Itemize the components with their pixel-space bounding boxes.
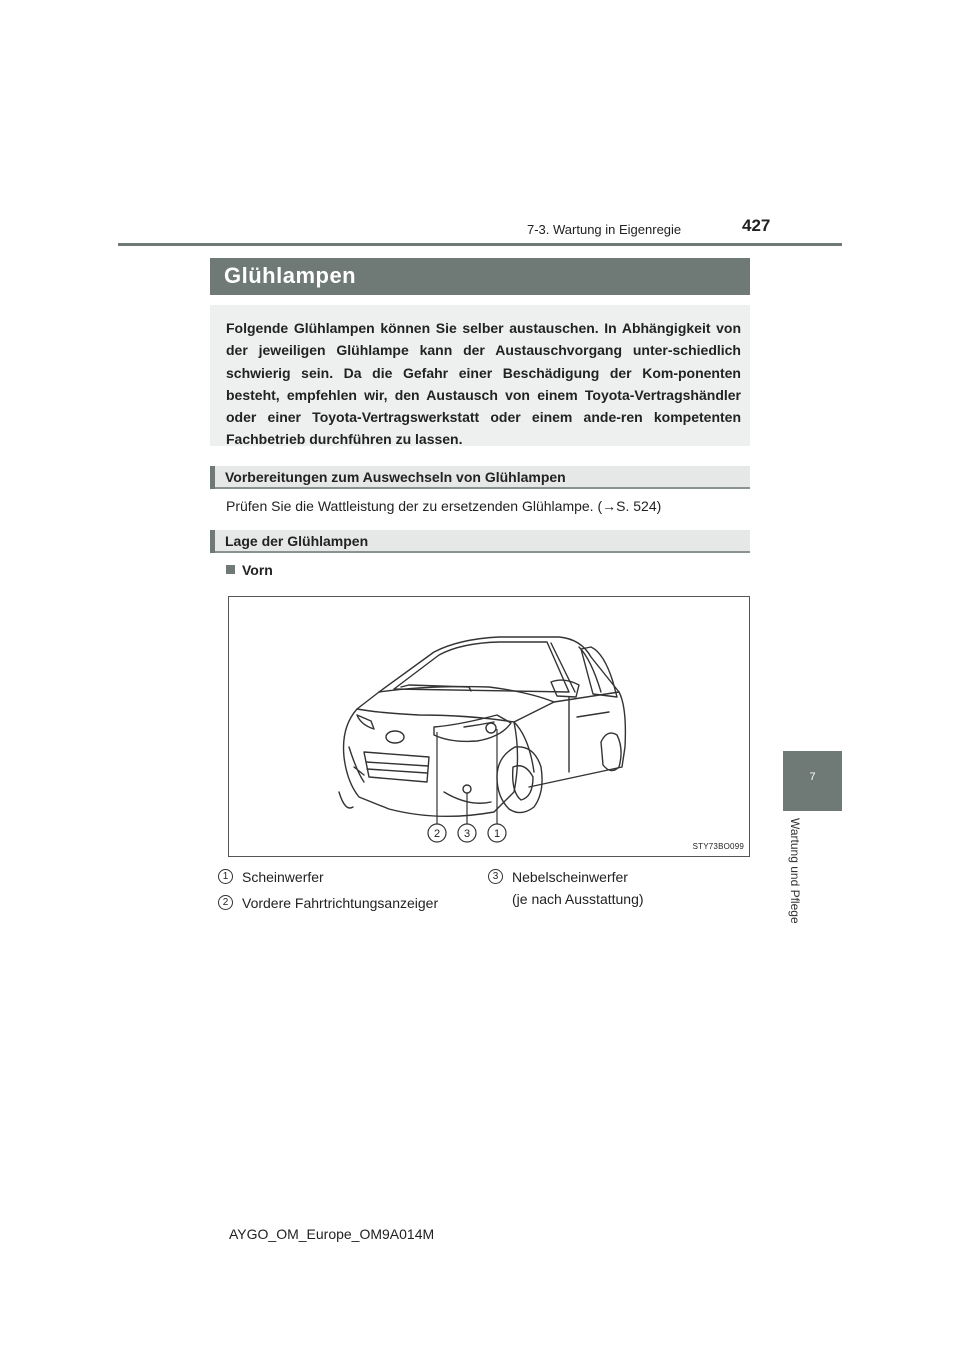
subheading-front-label: Vorn	[242, 562, 273, 578]
front-wheel	[497, 747, 542, 813]
side-window	[581, 647, 617, 697]
chapter-label	[786, 818, 806, 938]
callout-1: 1	[493, 828, 501, 840]
windscreen	[394, 642, 569, 692]
legend-item-turn-signal: Vordere Fahrtrichtungsanzeiger	[242, 895, 439, 911]
car-illustration	[229, 597, 751, 858]
square-bullet-icon	[226, 565, 235, 574]
legend-item-fog-lamp: Nebelscheinwerfer	[512, 869, 628, 885]
section-heading-preparation: Vorbereitungen zum Auswechseln von Glühlampen	[210, 466, 750, 489]
intro-box: Folgende Glühlampen können Sie selber austauschen. In Abhängigkeit von der jeweiligen Glühlampe kann der Austauschvorgang unter-schiedlich schwierig sein. Da die Gefahr einer Beschädigung der Kom-ponenten besteht, empfehlen wir, den Austausch von einem Toyota-Vertragshändler oder einer Toyota-Vertragswerkstatt oder einem ande-ren kompetenten Fachbetrieb durchführen zu lassen.	[210, 305, 750, 446]
callout-markers	[428, 824, 506, 842]
headlight-shape	[434, 715, 511, 741]
legend-num-3: 3	[488, 869, 503, 884]
subheading-front	[226, 562, 273, 578]
car-body-side	[529, 692, 625, 787]
emblem	[386, 731, 404, 743]
page-number: 427	[742, 216, 771, 235]
figure-code: STY73BO099	[692, 842, 744, 851]
fog-lamp	[463, 785, 471, 793]
footer-doc-id: AYGO_OM_Europe_OM9A014M	[229, 1226, 435, 1242]
header-divider	[118, 243, 842, 246]
callout-3: 3	[463, 828, 471, 840]
legend-item-headlight: Scheinwerfer	[242, 869, 324, 885]
legend-num-1: 1	[218, 869, 233, 884]
callout-2: 2	[433, 828, 441, 840]
preparation-text: Prüfen Sie die Wattleistung der zu ersetzenden Glühlampe. (→S. 524)	[226, 498, 662, 514]
legend-item-fog-lamp-note: (je nach Ausstattung)	[512, 891, 644, 907]
header-section-title: 7-3. Wartung in Eigenregie	[527, 222, 682, 237]
legend-num-2: 2	[218, 895, 233, 910]
page-title: Glühlampen	[210, 258, 750, 295]
car-front-figure	[228, 596, 750, 857]
chapter-tab: 7	[783, 751, 842, 811]
section-heading-location: Lage der Glühlampen	[210, 530, 750, 553]
grille	[364, 752, 429, 782]
chapter-label-text: Wartung und Pflege	[788, 818, 802, 924]
rear-wheel	[601, 733, 621, 770]
left-headlight-shape	[357, 715, 374, 729]
car-roof-line	[379, 637, 619, 692]
